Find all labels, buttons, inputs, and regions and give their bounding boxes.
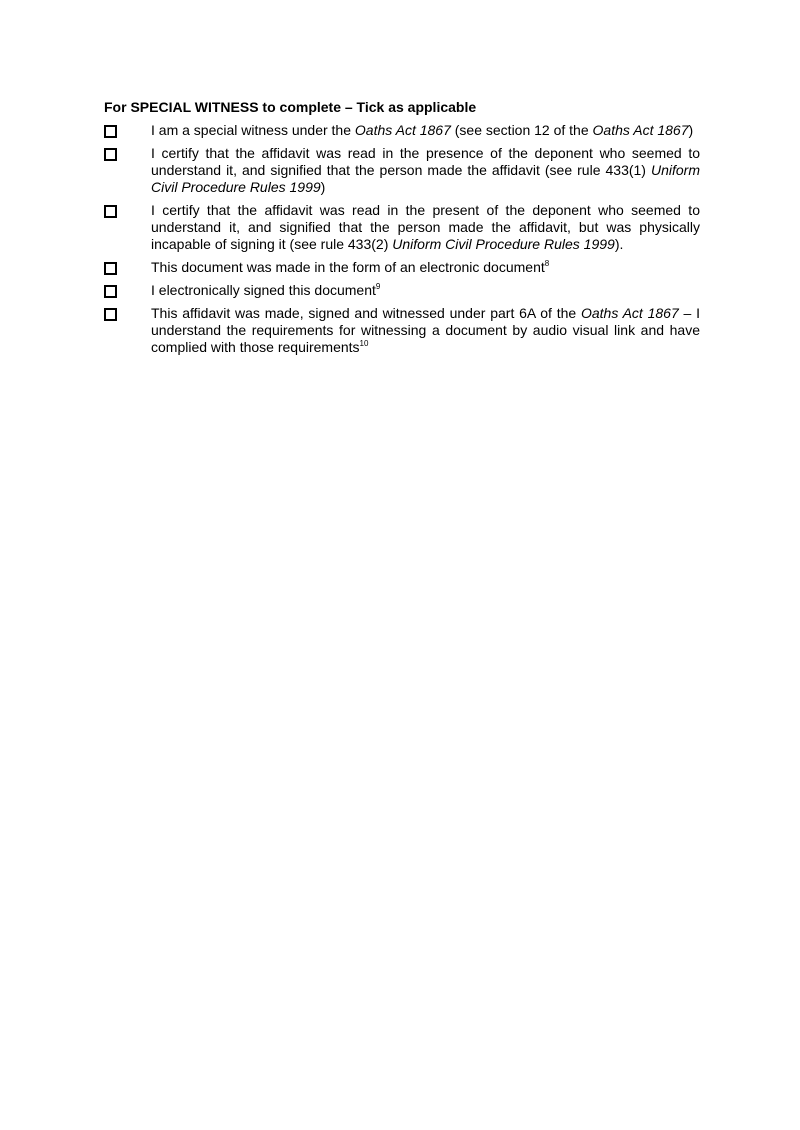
checkbox-icon[interactable] xyxy=(104,308,117,321)
text-run: (see section 12 of the xyxy=(450,122,593,138)
checklist-item-text xyxy=(151,259,700,276)
checklist-item xyxy=(104,122,700,139)
text-run: ) xyxy=(320,179,326,195)
checkbox-cell xyxy=(104,145,151,196)
italic-citation: Oaths Act 1867 xyxy=(592,122,689,138)
footnote-ref: 10 xyxy=(359,339,369,348)
text-run: I am a special witness under the xyxy=(151,122,355,138)
italic-citation: Uniform Civil Procedure Rules 1999 xyxy=(392,236,615,252)
checklist-item xyxy=(104,145,700,196)
checkbox-cell xyxy=(104,259,151,276)
checkbox-cell xyxy=(104,202,151,253)
checkbox-icon[interactable] xyxy=(104,125,117,138)
checkbox-icon[interactable] xyxy=(104,285,117,298)
text-run: This document was made in the form of an electronic document xyxy=(151,259,545,275)
checklist-item xyxy=(104,259,700,276)
text-run: I certify that the affidavit was read in the presence of the deponent who seemed to understand it, and signified that the person made the affidavit (see rule 433(1) xyxy=(151,145,700,178)
text-run: – I understand the requirements for witnessing a document by audio visual link and have complied with those requirements xyxy=(151,305,700,355)
checklist xyxy=(104,122,700,362)
checklist-item xyxy=(104,282,700,299)
checkbox-cell xyxy=(104,122,151,139)
checkbox-cell xyxy=(104,282,151,299)
text-run: I certify that the affidavit was read in the present of the deponent who seemed to understand it, and signified that the person made the affidavit, but was physically incapable of signing it (see rule 433(2) xyxy=(151,202,700,252)
checklist-item-text xyxy=(151,282,700,299)
checkbox-icon[interactable] xyxy=(104,205,117,218)
italic-citation: Oaths Act 1867 xyxy=(354,122,451,138)
text-run: ). xyxy=(614,236,624,252)
checkbox-icon[interactable] xyxy=(104,148,117,161)
checklist-item-text xyxy=(151,122,700,139)
checklist-item xyxy=(104,305,700,356)
checklist-item xyxy=(104,202,700,253)
footnote-ref: 8 xyxy=(544,259,550,268)
italic-citation: Oaths Act 1867 xyxy=(580,305,679,321)
checklist-item-text xyxy=(151,145,700,196)
checklist-item-text xyxy=(151,305,700,356)
text-run: ) xyxy=(688,122,694,138)
section-heading: For SPECIAL WITNESS to complete – Tick as applicable xyxy=(104,99,477,115)
italic-citation: Uniform Civil Procedure Rules 1999 xyxy=(151,162,700,195)
text-run: This affidavit was made, signed and witnessed under part 6A of the xyxy=(151,305,581,321)
checkbox-cell xyxy=(104,305,151,356)
footnote-ref: 9 xyxy=(375,282,381,291)
checkbox-icon[interactable] xyxy=(104,262,117,275)
checklist-item-text xyxy=(151,202,700,253)
text-run: I electronically signed this document xyxy=(151,282,376,298)
